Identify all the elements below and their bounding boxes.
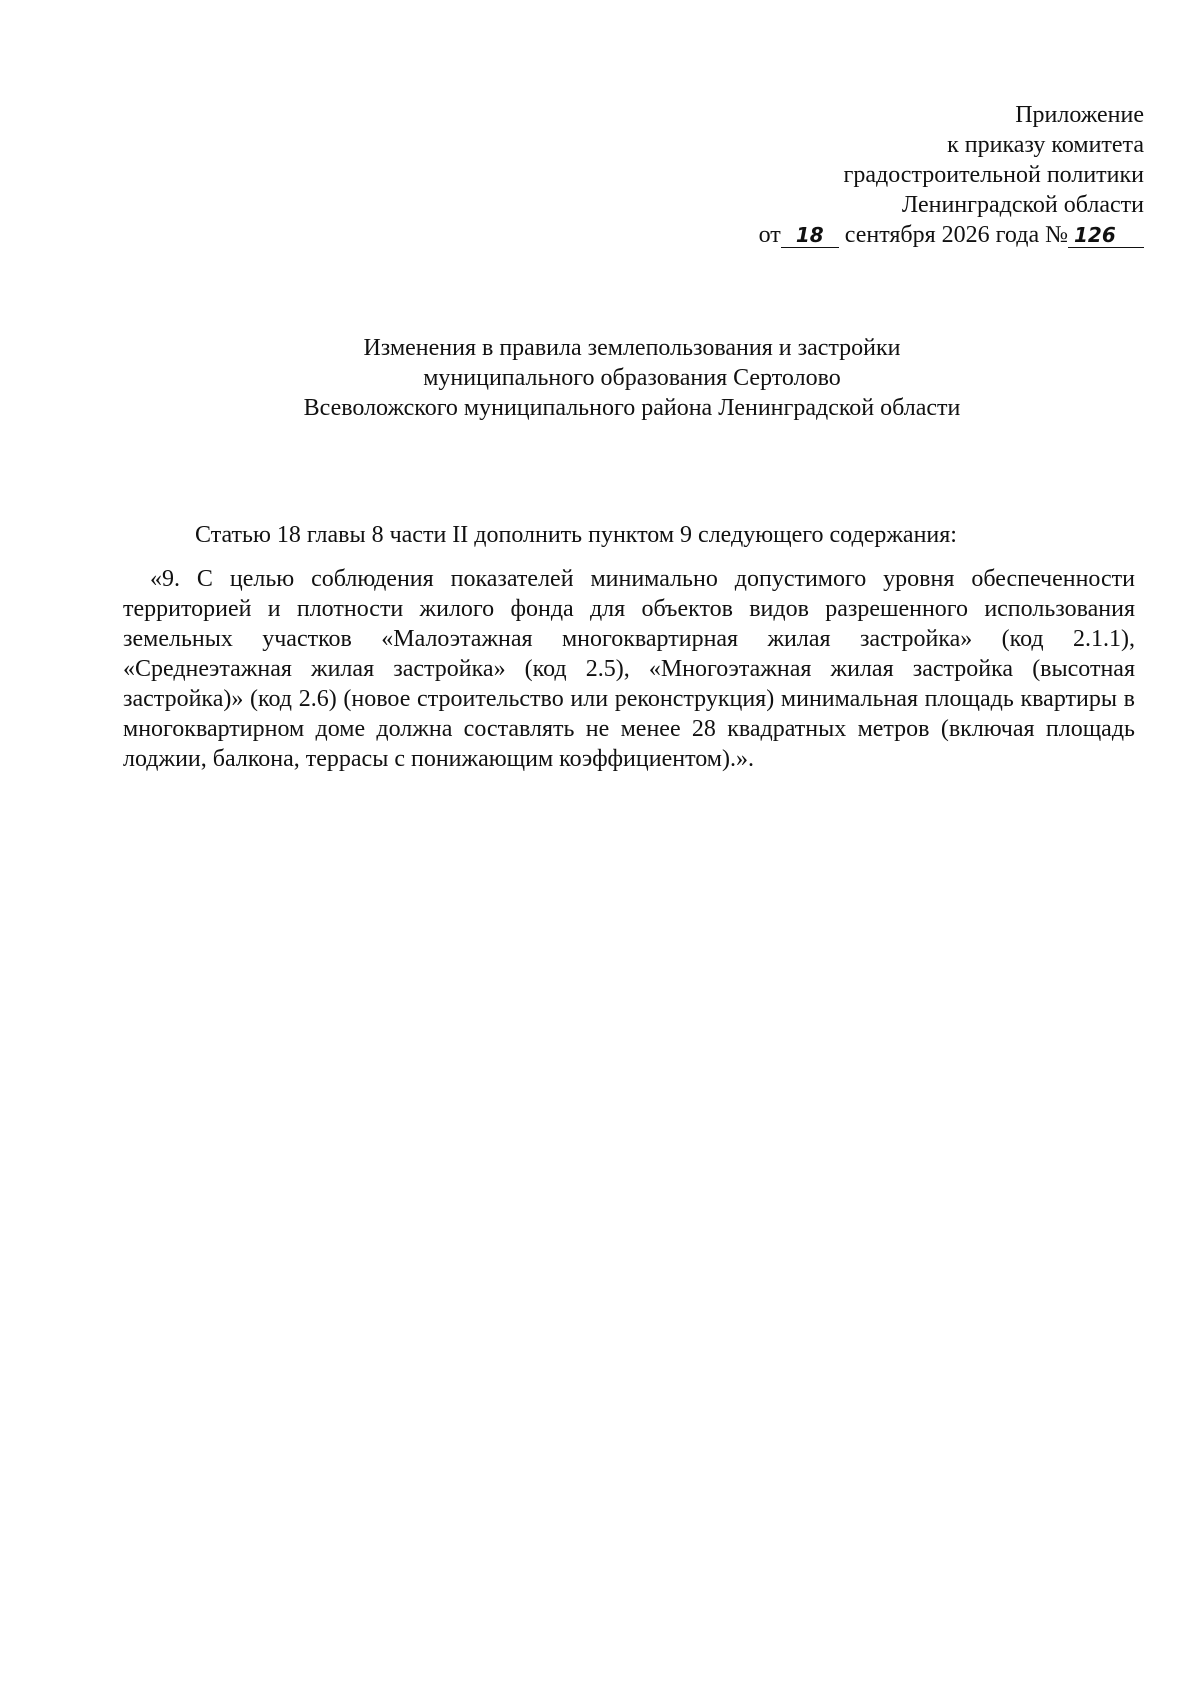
- handwritten-order-number: 126: [1068, 223, 1144, 248]
- document-body: [123, 520, 1135, 774]
- intro-sentence: Статью 18 главы 8 части II дополнить пунктом 9 следующего содержания:: [195, 522, 957, 548]
- appendix-committee: градостроительной политики: [843, 162, 1144, 188]
- appendix-date-line: [544, 220, 1144, 250]
- handwritten-day: 18: [781, 223, 839, 248]
- title-line-3: Всеволожского муниципального района Ленинградской области: [303, 395, 961, 421]
- date-prefix: от: [758, 222, 781, 248]
- title-line-1: Изменения в правила землепользования и застройки: [363, 335, 901, 361]
- appendix-region: Ленинградской области: [901, 192, 1144, 218]
- title-line-2: муниципального образования Сертолово: [423, 365, 841, 391]
- appendix-label: Приложение: [1015, 102, 1144, 128]
- amendment-paragraph: «9. С целью соблюдения показателей минимально допустимого уровня обеспеченности территорией и плотности жилого фонда для объектов видов разрешенного использования земельных участков «Малоэтажная многоквартирная жилая застройка» (код 2.1.1), «Среднеэтажная жилая застройка» (код 2.5), «Многоэтажная жилая застройка (высотная застройка)» (код 2.6) (новое строительство или реконструкция) минимальная площадь квартиры в многоквартирном доме должна составлять не менее 28 квадратных метров (включая площадь лоджии, балкона, террасы с понижающим коэффициентом).».: [123, 566, 1135, 772]
- appendix-header: [544, 100, 1144, 250]
- appendix-order-ref: к приказу комитета: [947, 132, 1144, 158]
- date-rest: сентября 2026 года №: [844, 222, 1068, 248]
- document-title: [0, 333, 1200, 423]
